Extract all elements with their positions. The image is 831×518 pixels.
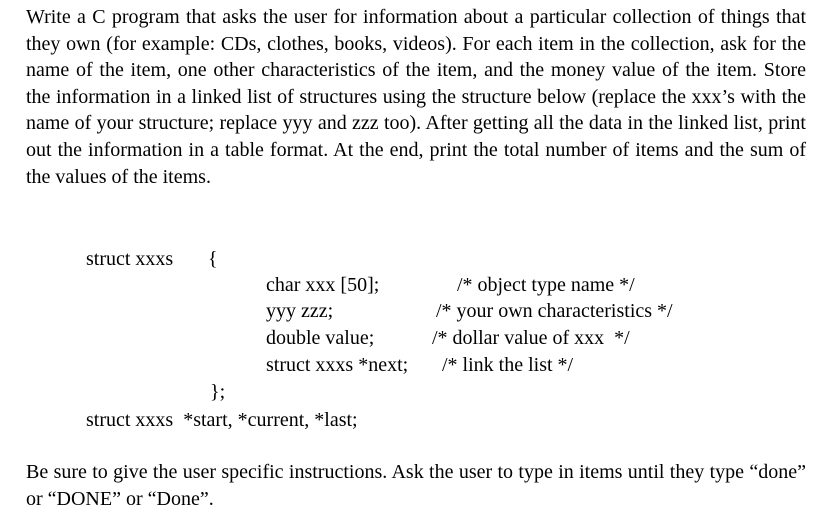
struct-open-brace: { <box>208 248 218 270</box>
field-next-comment: /* link the list */ <box>442 354 574 376</box>
instructions-paragraph: Be sure to give the user specific instructions. Ask the user to type in items until they type “done” or “DONE” or “Done”. <box>26 461 806 510</box>
field-name-decl: char xxx [50]; <box>266 274 380 296</box>
field-value-decl: double value; <box>266 327 375 349</box>
intro-paragraph: Write a C program that asks the user for information about a particular collection of things that they own (for example: CDs, clothes, books, videos). For each item in the collection, ask for the name of the item, one other characteristics of the item, and the money value of the item. Store the information in a linked list of structures using the structure below (replace the xxx’s with the name of your structure; replace yyy and zzz too). After getting all the data in the linked list, print out the information in a table format. At the end, print the total number of items and the sum of the values of the items. <box>26 6 806 188</box>
pointer-declaration: struct xxxs *start, *current, *last; <box>86 409 358 431</box>
field-name-comment: /* object type name */ <box>457 274 635 296</box>
field-characteristic-comment: /* your own characteristics */ <box>436 300 673 322</box>
struct-close-brace: }; <box>210 381 226 403</box>
struct-open-line: struct xxxs <box>86 248 174 270</box>
field-characteristic-decl: yyy zzz; <box>266 300 334 322</box>
field-value-comment: /* dollar value of xxx */ <box>432 327 630 349</box>
field-next-decl: struct xxxs *next; <box>266 354 409 376</box>
